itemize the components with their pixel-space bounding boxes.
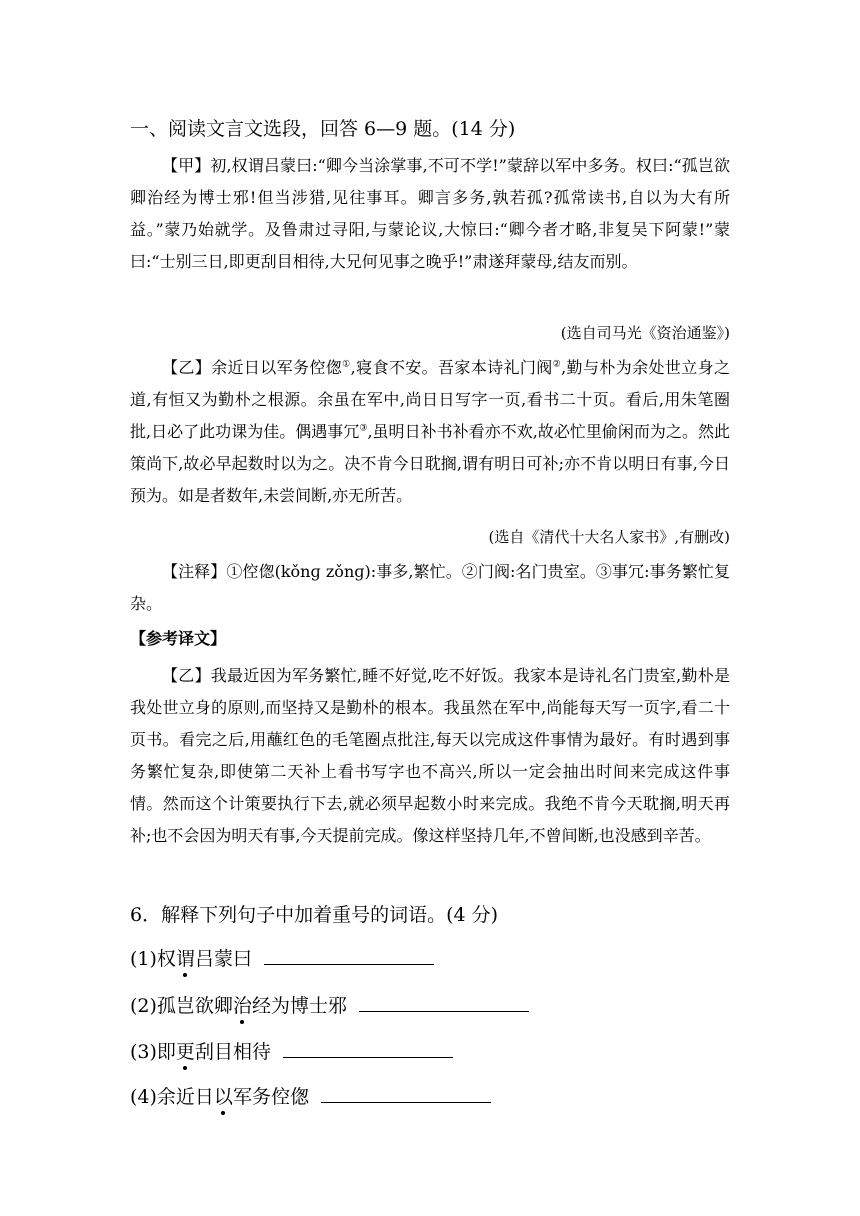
- footnote-marker-3: ③: [359, 423, 368, 434]
- item-1-after: 吕蒙曰: [194, 948, 252, 970]
- item-1-before: (1)权: [130, 948, 176, 970]
- item-4-before: (4)余近日: [130, 1086, 214, 1108]
- answer-blank-1[interactable]: [264, 946, 434, 965]
- item-3-before: (3)即: [130, 1041, 176, 1063]
- passage-yi-part2: ,寝食不安。吾家本诗礼门阀: [350, 358, 553, 377]
- emphasis-char-4: 以: [213, 1086, 233, 1108]
- reference-translation: 【乙】我最近因为军务繁忙,睡不好觉,吃不好饭。我家本是诗礼名门贵室,勤朴是我处世立身的原则,而坚持又是勤朴的根本。我虽然在军中,尚能每天写一页字,看二十页书。看完之后,用蘸红色的毛笔圈点批注,每天以完成这件事情为最好。有时遇到事务繁忙复杂,即使第二天补上看书写字也不高兴,所以一定会抽出时间来完成这件事情。然而这个计策要执行下去,就必须早起数小时来完成。我绝不肯今天耽搁,明天再补;也不会因为明天有事,今天提前完成。像这样坚持几年,不曾间断,也没感到辛苦。: [130, 666, 730, 845]
- footnote-marker-2: ②: [552, 359, 562, 370]
- emphasis-char-2: 治: [232, 995, 252, 1017]
- question-item-2: [130, 993, 730, 1019]
- item-4-after: 军务倥偬: [232, 1086, 309, 1108]
- question-item-4: [130, 1084, 730, 1110]
- notes-label: 【注释】: [162, 562, 227, 581]
- passage-yi-part1: 【乙】余近日以军务倥偬: [162, 358, 343, 377]
- item-2-before: (2)孤岂欲卿: [130, 995, 233, 1017]
- notes-text: ①倥偬(kǒnɡ zǒnɡ):事多,繁忙。②门阀:名门贵室。③事冗:事务繁忙复杂。: [130, 562, 730, 613]
- question-item-3: [130, 1039, 730, 1065]
- answer-blank-4[interactable]: [321, 1084, 491, 1103]
- passage-yi: [130, 352, 730, 512]
- passage-yi-part4: ,虽明日补书补看亦不欢,故必忙里偷闲而为之。然此策尚下,故必早起数时以为之。决不肯今日耽搁,谓有明日可补;亦不肯以明日有事,今日预为。如是者数年,未尝间断,亦无所苦。: [130, 422, 730, 505]
- item-3-after: 刮目相待: [194, 1041, 271, 1063]
- question-6-title: 6．解释下列句子中加着重号的词语。(4 分): [130, 904, 499, 926]
- passage-jia-source: (选自司马光《资治通鉴》): [560, 324, 730, 342]
- section-heading: 一、阅读文言文选段，回答 6—9 题。(14 分): [130, 118, 516, 140]
- reference-heading: 【参考译文】: [130, 629, 227, 648]
- answer-blank-3[interactable]: [283, 1039, 453, 1058]
- footnote-marker-1: ①: [342, 359, 351, 370]
- passage-yi-part3: ,勤与朴为余处世立身之道,有恒又为勤朴之根源。余虽在军中,尚日日写字一页,看书二十页。看后,用朱笔圈批,日必了此功课为佳。偶遇事冗: [130, 358, 730, 441]
- passage-jia: 【甲】初,权谓吕蒙曰:“卿今当涂掌事,不可不学!”蒙辞以军中多务。权曰:“孤岂欲卿治经为博士邪!但当涉猎,见往事耳。卿言多务,孰若孤?孤常读书,自以为大有所益。”蒙乃始就学。及鲁肃过寻阳,与蒙论议,大惊曰:“卿今者才略,非复吴下阿蒙!”蒙曰:“士别三日,即更刮目相待,大兄何见事之晚乎!”肃遂拜蒙母,结友而别。: [130, 156, 730, 271]
- notes: [130, 556, 730, 620]
- emphasis-char-3: 更: [175, 1041, 195, 1063]
- emphasis-char-1: 谓: [175, 948, 195, 970]
- answer-blank-2[interactable]: [359, 993, 529, 1012]
- passage-yi-source: (选自《清代十大名人家书》,有删改): [488, 528, 730, 546]
- item-2-after: 经为博士邪: [251, 995, 347, 1017]
- question-item-1: [130, 946, 730, 972]
